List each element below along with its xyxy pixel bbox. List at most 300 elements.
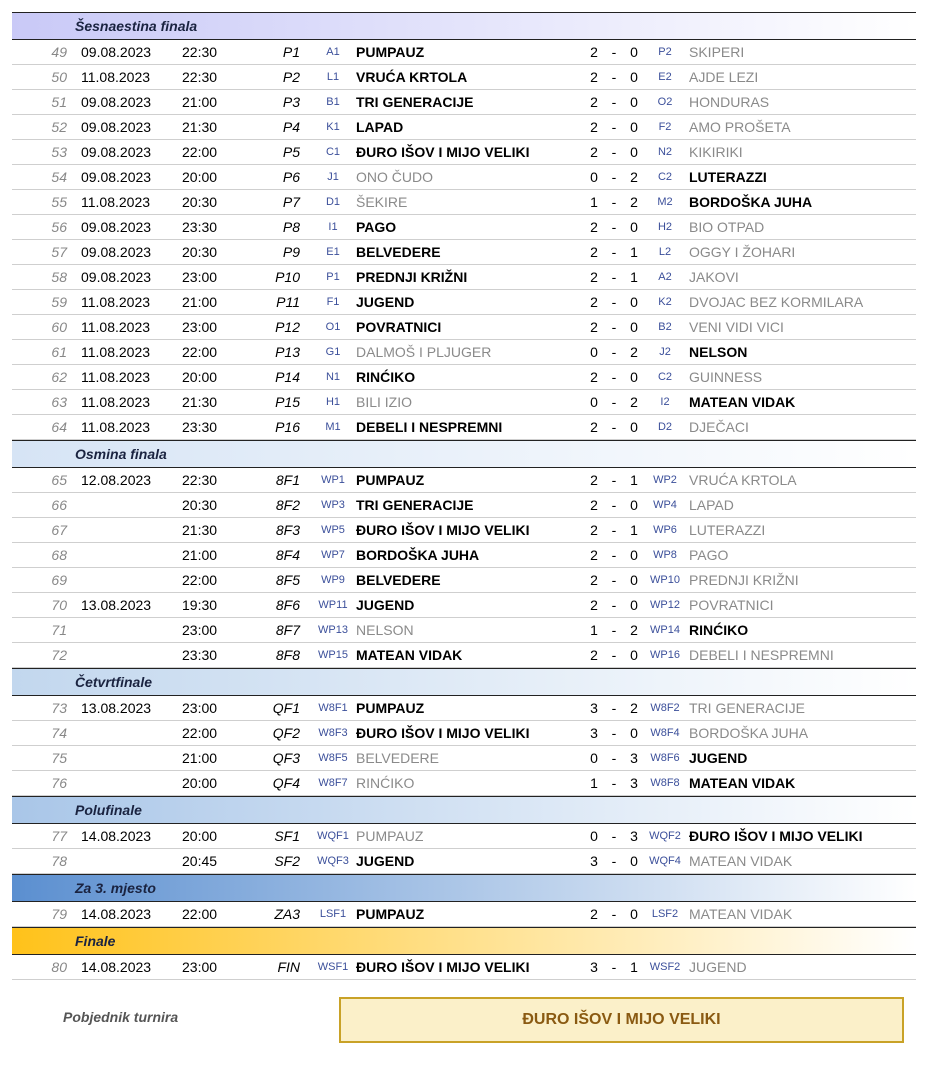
- home-team: NELSON: [356, 622, 414, 638]
- section-title: Osmina finala: [75, 446, 167, 462]
- match-number: 67: [51, 522, 67, 538]
- home-score: 2: [590, 94, 598, 110]
- home-team: PUMPAUZ: [356, 906, 425, 922]
- away-team: DJEČACI: [689, 419, 749, 435]
- away-seed: LSF2: [651, 908, 679, 920]
- section-title: Šesnaestina finala: [75, 18, 198, 34]
- section-header: [12, 796, 916, 824]
- home-team: VRUĆA KRTOLA: [356, 69, 468, 85]
- match-number: 70: [51, 597, 67, 613]
- match-number: 54: [51, 169, 67, 185]
- match-code: QF1: [272, 700, 300, 716]
- score-separator: -: [611, 828, 617, 844]
- match-date: 09.08.2023: [81, 44, 152, 60]
- away-score: 2: [630, 169, 638, 185]
- match-number: 60: [51, 319, 67, 335]
- home-score: 2: [590, 69, 598, 85]
- match-code: 8F4: [275, 547, 300, 563]
- match-number: 58: [51, 269, 67, 285]
- score-separator: -: [611, 497, 617, 513]
- home-seed: W8F3: [318, 727, 348, 739]
- away-team: JUGEND: [689, 750, 748, 766]
- bracket-table: [12, 12, 916, 980]
- match-number: 59: [51, 294, 67, 310]
- away-seed: C2: [657, 371, 673, 383]
- score-separator: -: [611, 597, 617, 613]
- home-seed: N1: [325, 371, 341, 383]
- home-team: ONO ČUDO: [356, 169, 433, 185]
- away-team: MATEAN VIDAK: [689, 394, 796, 410]
- home-score: 2: [590, 647, 598, 663]
- home-score: 2: [590, 44, 598, 60]
- match-time: 21:00: [182, 94, 218, 110]
- match-number: 55: [51, 194, 67, 210]
- match-row: [12, 493, 916, 518]
- home-score: 3: [590, 959, 598, 975]
- away-seed: F2: [658, 121, 672, 133]
- away-score: 0: [630, 497, 638, 513]
- away-score: 0: [630, 547, 638, 563]
- home-seed: WP5: [321, 524, 345, 536]
- match-number: 49: [51, 44, 67, 60]
- score-separator: -: [611, 44, 617, 60]
- match-row: [12, 365, 916, 390]
- home-seed: K1: [326, 121, 340, 133]
- match-date: 09.08.2023: [81, 94, 152, 110]
- match-number: 79: [51, 906, 67, 922]
- away-seed: WP16: [650, 649, 680, 661]
- home-seed: WP9: [321, 574, 345, 586]
- away-score: 3: [630, 775, 638, 791]
- match-date: 14.08.2023: [81, 959, 152, 975]
- away-score: 0: [630, 419, 638, 435]
- away-team: JUGEND: [689, 959, 747, 975]
- home-seed: WP1: [321, 474, 345, 486]
- score-separator: -: [611, 572, 617, 588]
- away-score: 0: [630, 94, 638, 110]
- match-time: 19:30: [182, 597, 218, 613]
- home-score: 2: [590, 369, 598, 385]
- match-row: [12, 415, 916, 440]
- match-number: 73: [51, 700, 67, 716]
- away-score: 1: [630, 472, 638, 488]
- away-seed: H2: [657, 221, 673, 233]
- home-score: 2: [590, 497, 598, 513]
- home-team: PUMPAUZ: [356, 472, 425, 488]
- match-code: 8F1: [275, 472, 300, 488]
- home-team: TRI GENERACIJE: [356, 94, 474, 110]
- away-seed: C2: [657, 171, 673, 183]
- home-team: PAGO: [356, 219, 397, 235]
- match-time: 23:30: [182, 219, 218, 235]
- match-time: 23:00: [182, 269, 218, 285]
- home-score: 0: [590, 394, 598, 410]
- away-score: 2: [630, 394, 638, 410]
- match-row: [12, 955, 916, 980]
- away-seed: B2: [658, 321, 672, 333]
- home-team: PUMPAUZ: [356, 700, 425, 716]
- match-code: FIN: [277, 959, 300, 975]
- away-score: 0: [630, 294, 638, 310]
- home-team: ŠEKIRE: [356, 194, 408, 210]
- match-row: [12, 65, 916, 90]
- match-row: [12, 165, 916, 190]
- away-team: HONDURAS: [689, 94, 770, 110]
- score-separator: -: [611, 119, 617, 135]
- away-team: MATEAN VIDAK: [689, 906, 793, 922]
- home-team: BILI IZIO: [356, 394, 413, 410]
- match-number: 63: [51, 394, 67, 410]
- match-number: 75: [51, 750, 67, 766]
- home-score: 3: [590, 853, 598, 869]
- away-seed: WQF4: [649, 855, 681, 867]
- away-seed: D2: [657, 421, 673, 433]
- home-seed: WP3: [321, 499, 345, 511]
- home-seed: M1: [325, 421, 341, 433]
- match-time: 21:00: [182, 294, 218, 310]
- match-number: 53: [51, 144, 67, 160]
- match-number: 56: [51, 219, 67, 235]
- home-score: 3: [590, 725, 598, 741]
- match-row: [12, 902, 916, 927]
- match-code: SF2: [274, 853, 300, 869]
- away-seed: WP14: [650, 624, 680, 636]
- match-row: [12, 771, 916, 796]
- match-code: P6: [282, 169, 300, 185]
- match-number: 57: [51, 244, 67, 260]
- home-score: 1: [590, 775, 598, 791]
- match-code: P16: [275, 419, 300, 435]
- match-code: P9: [282, 244, 300, 260]
- home-seed: D1: [325, 196, 341, 208]
- away-seed: WQF2: [649, 830, 681, 842]
- match-code: P12: [275, 319, 300, 335]
- away-seed: W8F2: [650, 702, 680, 714]
- away-seed: W8F6: [650, 752, 680, 764]
- away-team: LUTERAZZI: [689, 522, 766, 538]
- score-separator: -: [611, 959, 617, 975]
- match-time: 22:00: [182, 725, 218, 741]
- score-separator: -: [611, 853, 617, 869]
- match-code: P11: [276, 294, 300, 310]
- match-time: 22:30: [182, 44, 218, 60]
- match-time: 20:00: [182, 828, 218, 844]
- score-separator: -: [611, 750, 617, 766]
- home-team: POVRATNICI: [356, 319, 442, 335]
- match-date: 14.08.2023: [81, 906, 152, 922]
- away-team: AMO PROŠETA: [689, 119, 791, 135]
- match-code: P10: [275, 269, 300, 285]
- home-team: MATEAN VIDAK: [356, 647, 463, 663]
- match-number: 69: [51, 572, 67, 588]
- home-score: 2: [590, 419, 598, 435]
- away-seed: N2: [657, 146, 673, 158]
- match-number: 50: [51, 69, 67, 85]
- match-date: 13.08.2023: [81, 597, 152, 613]
- section-title: Polufinale: [75, 802, 142, 818]
- score-separator: -: [611, 647, 617, 663]
- home-score: 3: [590, 700, 598, 716]
- away-team: MATEAN VIDAK: [689, 775, 796, 791]
- away-team: GUINNESS: [689, 369, 763, 385]
- match-code: P3: [282, 94, 300, 110]
- away-score: 2: [630, 700, 638, 716]
- match-date: 11.08.2023: [81, 294, 151, 310]
- match-code: P7: [282, 194, 300, 210]
- away-score: 0: [630, 647, 638, 663]
- match-time: 22:30: [182, 472, 218, 488]
- away-team: DVOJAC BEZ KORMILARA: [689, 294, 864, 310]
- match-date: 11.08.2023: [81, 419, 151, 435]
- away-team: VRUĆA KRTOLA: [689, 472, 797, 488]
- match-number: 51: [51, 94, 67, 110]
- home-score: 1: [590, 194, 598, 210]
- match-code: 8F2: [275, 497, 300, 513]
- away-team: BIO OTPAD: [689, 219, 765, 235]
- home-score: 2: [590, 597, 598, 613]
- match-date: 12.08.2023: [81, 472, 152, 488]
- away-team: TRI GENERACIJE: [689, 700, 805, 716]
- match-code: 8F7: [275, 622, 300, 638]
- score-separator: -: [611, 725, 617, 741]
- home-score: 2: [590, 522, 598, 538]
- section-title: Četvrtfinale: [75, 674, 153, 690]
- home-seed: WP7: [321, 549, 345, 561]
- home-seed: I1: [328, 221, 338, 233]
- home-seed: H1: [325, 396, 341, 408]
- score-separator: -: [611, 244, 617, 260]
- score-separator: -: [611, 344, 617, 360]
- home-score: 0: [590, 169, 598, 185]
- home-score: 2: [590, 294, 598, 310]
- match-date: 14.08.2023: [81, 828, 152, 844]
- score-separator: -: [611, 419, 617, 435]
- away-team: OGGY I ŽOHARI: [689, 244, 796, 260]
- match-time: 22:00: [182, 344, 218, 360]
- away-team: AJDE LEZI: [689, 69, 759, 85]
- score-separator: -: [611, 775, 617, 791]
- away-team: BORDOŠKA JUHA: [689, 194, 813, 210]
- away-score: 2: [630, 344, 638, 360]
- score-separator: -: [611, 94, 617, 110]
- match-code: 8F8: [275, 647, 300, 663]
- match-code: QF3: [272, 750, 300, 766]
- home-seed: W8F7: [318, 777, 348, 789]
- home-seed: WQF3: [317, 855, 349, 867]
- match-time: 21:00: [182, 750, 218, 766]
- home-seed: WP13: [318, 624, 348, 636]
- match-number: 74: [51, 725, 67, 741]
- score-separator: -: [611, 472, 617, 488]
- away-score: 0: [630, 119, 638, 135]
- match-number: 61: [51, 344, 67, 360]
- home-score: 0: [590, 828, 598, 844]
- home-team: ĐURO IŠOV I MIJO VELIKI: [356, 725, 530, 741]
- match-time: 23:30: [182, 419, 218, 435]
- away-score: 1: [630, 959, 638, 975]
- away-team: LUTERAZZI: [689, 169, 767, 185]
- away-score: 1: [630, 522, 638, 538]
- away-score: 0: [630, 319, 638, 335]
- home-score: 0: [590, 344, 598, 360]
- match-time: 20:30: [182, 497, 218, 513]
- match-number: 68: [51, 547, 67, 563]
- away-team: ĐURO IŠOV I MIJO VELIKI: [689, 828, 863, 844]
- home-seed: W8F1: [318, 702, 348, 714]
- home-score: 2: [590, 547, 598, 563]
- match-code: P5: [282, 144, 300, 160]
- match-time: 20:30: [182, 194, 218, 210]
- match-time: 20:45: [182, 853, 218, 869]
- score-separator: -: [611, 194, 617, 210]
- section-title: Za 3. mjesto: [75, 880, 156, 896]
- home-score: 2: [590, 572, 598, 588]
- away-score: 3: [630, 750, 638, 766]
- home-seed: L1: [326, 71, 340, 83]
- home-seed: P1: [326, 271, 340, 283]
- match-number: 71: [51, 622, 67, 638]
- match-time: 21:00: [182, 547, 218, 563]
- match-code: P1: [282, 44, 300, 60]
- away-score: 0: [630, 369, 638, 385]
- match-row: [12, 40, 916, 65]
- match-time: 23:00: [182, 959, 218, 975]
- match-code: P2: [282, 69, 300, 85]
- away-score: 0: [630, 69, 638, 85]
- away-seed: WP12: [650, 599, 680, 611]
- match-date: 11.08.2023: [81, 369, 151, 385]
- score-separator: -: [611, 169, 617, 185]
- away-seed: P2: [658, 46, 672, 58]
- away-score: 0: [630, 725, 638, 741]
- match-number: 52: [51, 119, 67, 135]
- match-time: 20:00: [182, 369, 218, 385]
- match-row: [12, 215, 916, 240]
- match-date: 11.08.2023: [81, 344, 151, 360]
- home-team: DEBELI I NESPREMNI: [356, 419, 503, 435]
- match-row: [12, 340, 916, 365]
- match-number: 66: [51, 497, 67, 513]
- match-code: P8: [282, 219, 300, 235]
- home-score: 2: [590, 219, 598, 235]
- match-code: 8F6: [275, 597, 300, 613]
- home-team: RINĆIKO: [356, 775, 415, 791]
- away-score: 0: [630, 219, 638, 235]
- score-separator: -: [611, 622, 617, 638]
- away-score: 0: [630, 853, 638, 869]
- home-team: TRI GENERACIJE: [356, 497, 474, 513]
- match-row: [12, 115, 916, 140]
- away-seed: WSF2: [649, 961, 681, 973]
- away-score: 3: [630, 828, 638, 844]
- away-seed: W8F8: [650, 777, 680, 789]
- match-number: 80: [51, 959, 67, 975]
- match-date: 09.08.2023: [81, 244, 152, 260]
- home-team: BELVEDERE: [356, 244, 441, 260]
- match-number: 77: [51, 828, 67, 844]
- match-number: 62: [51, 369, 67, 385]
- match-code: P15: [275, 394, 300, 410]
- away-team: DEBELI I NESPREMNI: [689, 647, 834, 663]
- match-time: 22:00: [182, 144, 218, 160]
- away-score: 2: [630, 194, 638, 210]
- away-seed: WP10: [650, 574, 680, 586]
- away-team: PAGO: [689, 547, 729, 563]
- match-row: [12, 824, 916, 849]
- home-score: 2: [590, 472, 598, 488]
- match-row: [12, 190, 916, 215]
- home-team: DALMOŠ I PLJUGER: [356, 344, 492, 360]
- away-score: 1: [630, 244, 638, 260]
- match-time: 23:00: [182, 319, 218, 335]
- section-header: [12, 668, 916, 696]
- away-seed: WP8: [653, 549, 677, 561]
- away-seed: K2: [658, 296, 672, 308]
- match-row: [12, 721, 916, 746]
- away-team: NELSON: [689, 344, 748, 360]
- match-time: 23:00: [182, 700, 218, 716]
- match-time: 21:30: [182, 394, 218, 410]
- match-date: 09.08.2023: [81, 269, 152, 285]
- match-number: 64: [51, 419, 67, 435]
- home-seed: W8F5: [318, 752, 348, 764]
- section-header: [12, 874, 916, 902]
- score-separator: -: [611, 522, 617, 538]
- home-team: ĐURO IŠOV I MIJO VELIKI: [356, 959, 530, 975]
- away-team: LAPAD: [689, 497, 734, 513]
- match-date: 09.08.2023: [81, 119, 152, 135]
- match-number: 78: [51, 853, 67, 869]
- match-number: 76: [51, 775, 67, 791]
- home-seed: F1: [326, 296, 340, 308]
- home-seed: WQF1: [317, 830, 349, 842]
- match-date: 11.08.2023: [81, 194, 151, 210]
- match-date: 09.08.2023: [81, 169, 152, 185]
- match-row: [12, 568, 916, 593]
- score-separator: -: [611, 906, 617, 922]
- score-separator: -: [611, 219, 617, 235]
- away-score: 0: [630, 572, 638, 588]
- match-time: 22:00: [182, 906, 218, 922]
- score-separator: -: [611, 369, 617, 385]
- home-score: 2: [590, 906, 598, 922]
- winner-box: ĐURO IŠOV I MIJO VELIKI: [339, 997, 904, 1043]
- match-code: ZA3: [274, 906, 300, 922]
- home-score: 2: [590, 269, 598, 285]
- match-row: [12, 618, 916, 643]
- score-separator: -: [611, 394, 617, 410]
- away-team: JAKOVI: [689, 269, 739, 285]
- match-code: 8F3: [275, 522, 300, 538]
- match-time: 22:30: [182, 69, 218, 85]
- away-seed: W8F4: [650, 727, 680, 739]
- winner-label: Pobjednik turnira: [63, 1009, 179, 1025]
- match-row: [12, 315, 916, 340]
- home-team: LAPAD: [356, 119, 404, 135]
- home-score: 2: [590, 119, 598, 135]
- away-team: RINĆIKO: [689, 622, 749, 638]
- match-date: 13.08.2023: [81, 700, 152, 716]
- home-score: 2: [590, 144, 598, 160]
- match-number: 72: [51, 647, 67, 663]
- home-score: 2: [590, 319, 598, 335]
- away-score: 2: [630, 622, 638, 638]
- home-team: JUGEND: [356, 294, 415, 310]
- match-time: 21:30: [182, 522, 218, 538]
- home-score: 1: [590, 622, 598, 638]
- match-time: 23:00: [182, 622, 218, 638]
- match-time: 20:00: [182, 169, 218, 185]
